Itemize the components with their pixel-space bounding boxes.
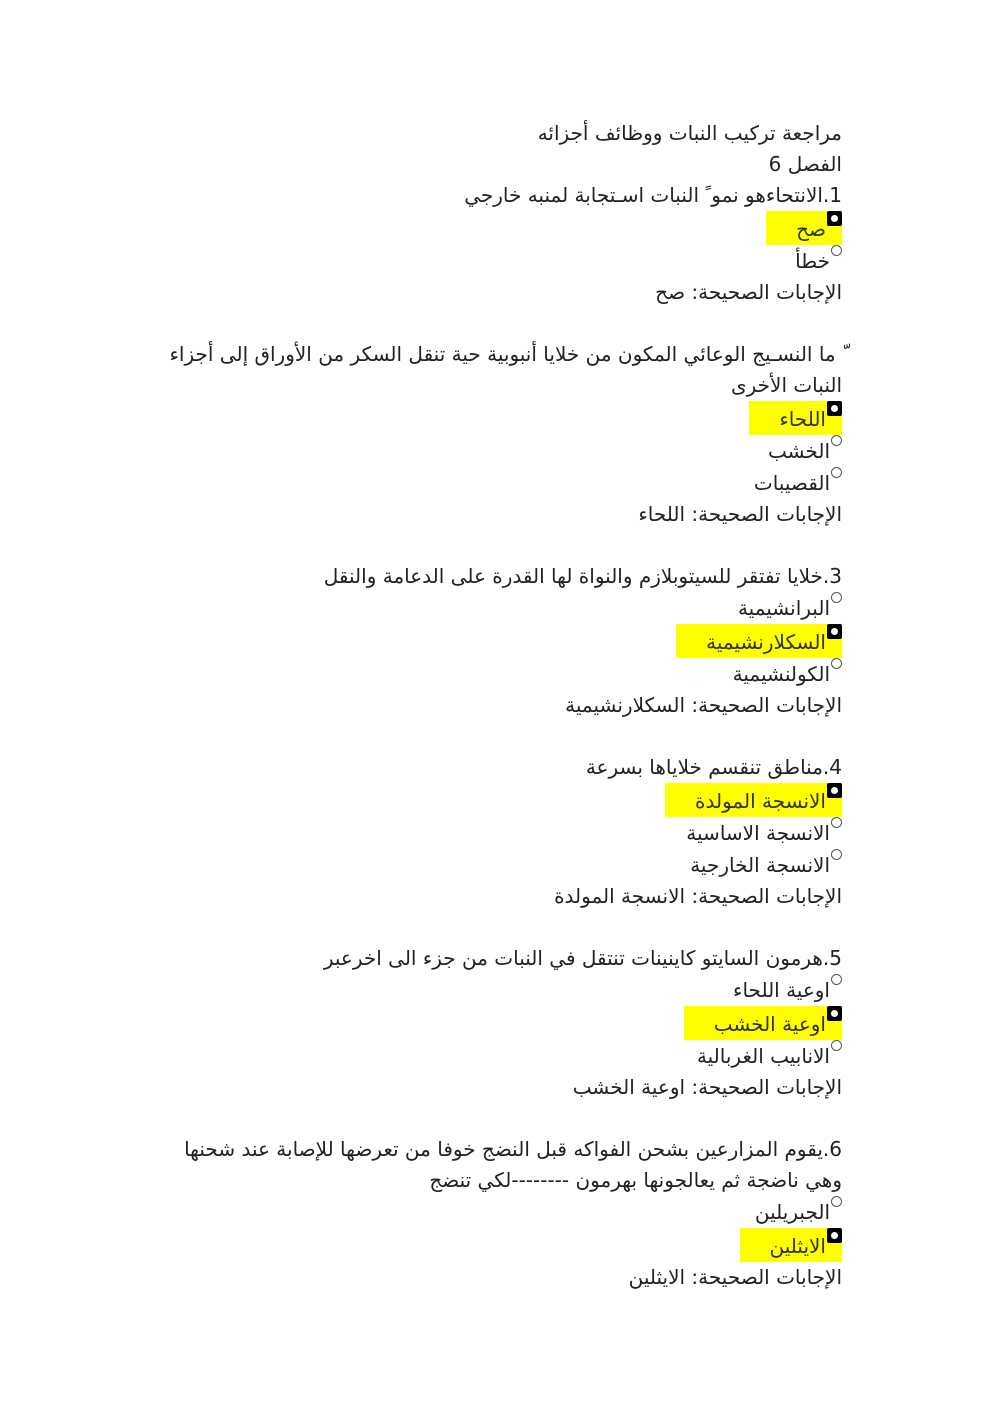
answer-option-body: [724, 467, 842, 499]
correct-answer-prefix: الإجابات الصحيحة:: [691, 280, 842, 304]
answer-option-body: [740, 1228, 842, 1262]
radio-icon[interactable]: [831, 849, 842, 860]
answer-option-body: [656, 817, 842, 849]
correct-answer-line: [152, 1072, 842, 1103]
answer-option[interactable]: [152, 1006, 842, 1040]
page-title: مراجعة تركيب النبات ووظائف أجزائه: [537, 121, 842, 145]
answer-option[interactable]: [152, 974, 842, 1006]
correct-answer-prefix: الإجابات الصحيحة:: [691, 693, 842, 717]
answer-option[interactable]: [152, 401, 842, 435]
answer-option-label: اوعية اللحاء: [733, 978, 830, 1002]
document-page: [152, 118, 842, 1293]
answer-option[interactable]: [152, 849, 842, 881]
radio-icon[interactable]: [831, 245, 842, 256]
answer-option-body: [660, 849, 842, 881]
question-block: [152, 721, 842, 912]
correct-answer-line: [152, 277, 842, 308]
answer-option[interactable]: [152, 211, 842, 245]
radio-icon[interactable]: [831, 1040, 842, 1051]
radio-selected-icon[interactable]: [827, 783, 842, 798]
radio-selected-icon[interactable]: [827, 211, 842, 226]
correct-answer-line: [152, 881, 842, 912]
answer-option[interactable]: [152, 624, 842, 658]
answer-option-label: اللحاء: [779, 407, 826, 431]
question-text: 3.خلايا تفتقر للسيتوبلازم والنواة لها القدرة على الدعامة والنقل: [323, 564, 842, 588]
answer-option-body: [667, 1040, 842, 1072]
answer-option[interactable]: [152, 245, 842, 277]
correct-answer-value: السكلارنشيمية: [565, 693, 686, 717]
correct-answer-value: اوعية الخشب: [572, 1075, 686, 1099]
answer-option-label: الايثلين: [769, 1234, 826, 1258]
radio-icon[interactable]: [831, 974, 842, 985]
answer-option[interactable]: [152, 1196, 842, 1228]
question-text: 1.الانتحاءهو نمو ً النبات اسـتجابة لمنبه خارجي: [464, 183, 842, 207]
correct-answer-line: [152, 690, 842, 721]
question-text: 6.يقوم المزارعين بشحن الفواكه قبل النضج خوفا من تعرضها للإصابة عند شحنها وهي ناضجة ثم يعالجونها بهرمون --------لكي تنضج: [184, 1137, 842, 1192]
correct-answer-prefix: الإجابات الصحيحة:: [691, 884, 842, 908]
answer-option[interactable]: [152, 817, 842, 849]
correct-answer-line: [152, 499, 842, 530]
answer-option-label: القصيبات: [753, 471, 830, 495]
answer-option-label: الخشب: [767, 439, 830, 463]
correct-answer-value: صح: [655, 280, 686, 304]
correct-answer-prefix: الإجابات الصحيحة:: [691, 502, 842, 526]
answer-option[interactable]: [152, 1040, 842, 1072]
question-block: [152, 530, 842, 721]
correct-answer-prefix: الإجابات الصحيحة:: [691, 1265, 842, 1289]
answer-option-body: [676, 624, 842, 658]
question-text: ّ ما النسـيج الوعائي المكون من خلايا أنبوبية حية تنقل السكر من الأوراق إلى أجزاء النبات الأخرى: [169, 342, 842, 397]
question-block: [152, 308, 842, 530]
chapter-label: الفصل 6: [768, 152, 842, 176]
answer-option[interactable]: [152, 658, 842, 690]
answer-option-body: [684, 1006, 842, 1040]
answer-option-body: [738, 435, 842, 467]
correct-answer-value: الانسجة المولدة: [554, 884, 686, 908]
answer-option-body: [703, 658, 842, 690]
answer-option-body: [665, 783, 842, 817]
answer-option-label: الكولنشيمية: [732, 662, 830, 686]
answer-option-label: الانابيب الغربالية: [696, 1044, 830, 1068]
radio-selected-icon[interactable]: [827, 624, 842, 639]
answer-option[interactable]: [152, 783, 842, 817]
spacer: [152, 721, 842, 752]
radio-icon[interactable]: [831, 658, 842, 669]
answer-option-label: الجبريلين: [754, 1200, 830, 1224]
question-list: [152, 180, 842, 1293]
answer-option-body: [766, 211, 842, 245]
question-block: [152, 180, 842, 308]
answer-option-label: الانسجة الاساسية: [686, 821, 830, 845]
answer-option[interactable]: [152, 435, 842, 467]
answer-option[interactable]: [152, 592, 842, 624]
answer-option-label: السكلارنشيمية: [706, 630, 826, 654]
answer-option-label: صح: [796, 217, 826, 241]
radio-selected-icon[interactable]: [827, 1006, 842, 1021]
correct-answer-value: اللحاء: [638, 502, 686, 526]
radio-selected-icon[interactable]: [827, 401, 842, 416]
radio-icon[interactable]: [831, 592, 842, 603]
answer-option-label: اوعية الخشب: [713, 1012, 826, 1036]
answer-option-label: البرانشيمية: [737, 596, 830, 620]
radio-icon[interactable]: [831, 467, 842, 478]
answer-option[interactable]: [152, 1228, 842, 1262]
radio-icon[interactable]: [831, 1196, 842, 1207]
answer-option-label: خطأ: [795, 249, 830, 273]
question-block: [152, 912, 842, 1103]
answer-option-label: الانسجة المولدة: [695, 789, 826, 813]
correct-answer-line: [152, 1262, 842, 1293]
spacer: [152, 530, 842, 561]
radio-selected-icon[interactable]: [827, 1228, 842, 1243]
answer-option-label: الانسجة الخارجية: [690, 853, 830, 877]
spacer: [152, 1103, 842, 1134]
spacer: [152, 912, 842, 943]
answer-option-body: [725, 1196, 842, 1228]
spacer: [152, 308, 842, 339]
correct-answer-prefix: الإجابات الصحيحة:: [691, 1075, 842, 1099]
correct-answer-value: الايثلين: [628, 1265, 686, 1289]
answer-option[interactable]: [152, 467, 842, 499]
answer-option-body: [765, 245, 842, 277]
answer-option-body: [708, 592, 842, 624]
answer-option-body: [749, 401, 842, 435]
question-text: 5.هرمون السايتو كاينينات تنتقل في النبات من جزء الى اخرعبر: [323, 946, 842, 970]
radio-icon[interactable]: [831, 435, 842, 446]
question-block: [152, 1103, 842, 1293]
answer-option-body: [703, 974, 842, 1006]
question-text: 4.مناطق تنقسم خلاياها بسرعة: [585, 755, 842, 779]
radio-icon[interactable]: [831, 817, 842, 828]
